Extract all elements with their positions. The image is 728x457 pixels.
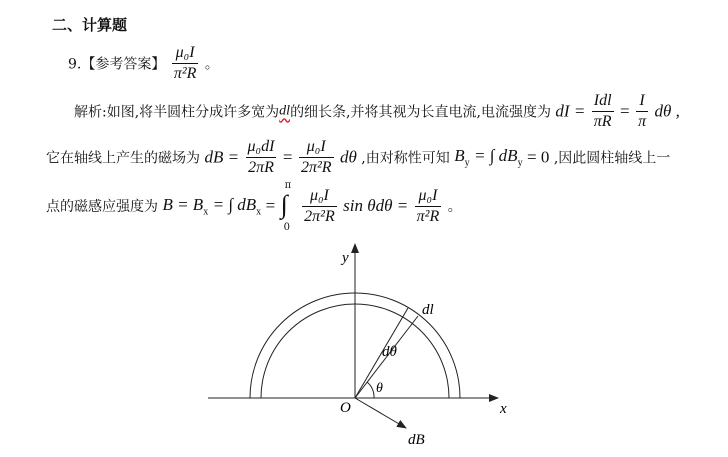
section-title: 二、计算题 <box>52 16 128 34</box>
label-dtheta: dθ <box>382 344 397 360</box>
answer-numerator: μ₀I <box>172 44 199 64</box>
line3-text: 点的磁感应强度为 <box>46 199 158 215</box>
line1-f1-den: πR <box>593 113 612 130</box>
line2-int-sub: y <box>517 157 523 169</box>
line2-text3: ,因此圆柱轴线上一 <box>553 150 671 167</box>
answer-end: 。 <box>204 56 219 73</box>
line2-by-base: B <box>454 146 465 166</box>
line2-f1-den: 2πR <box>248 159 274 176</box>
line3-f2-den: π²R <box>416 207 440 225</box>
line1-tail: dθ , <box>654 101 680 121</box>
label-y: y <box>342 250 349 266</box>
label-x: x <box>500 401 507 417</box>
line2-eq: = <box>282 147 293 167</box>
line1-f2-num: I <box>636 92 648 112</box>
line1-eq: = <box>620 101 630 121</box>
line2-f2-num: μ₀I <box>299 138 334 158</box>
line2-dtheta: dθ <box>339 147 357 167</box>
line3-upper-limit: π <box>284 180 292 191</box>
line2-text: 它在轴线上产生的磁场为 <box>46 150 200 167</box>
line2-int-base: = ∫ dB <box>474 146 518 166</box>
line2-zero: = 0 <box>527 147 550 167</box>
line3-int-sub: x <box>256 206 262 218</box>
dB-arrow <box>355 398 406 428</box>
label-theta: θ <box>376 381 383 396</box>
line2-by-sub: y <box>464 157 470 169</box>
line2-f2-den: 2π²R <box>300 159 332 176</box>
line3-lower-limit: 0 <box>283 222 291 233</box>
line3-lhs-sub: x <box>203 206 209 218</box>
line3-mid: sin θdθ = <box>343 196 409 215</box>
line3-f1-den: 2π²R <box>304 207 335 225</box>
line1-f1-num: Idl <box>592 92 614 112</box>
line2-text2: ,由对称性可知 <box>361 150 450 167</box>
line3-f2-num: μ₀I <box>415 187 442 207</box>
line1-text: 解析:如图,将半圆柱分成许多宽为 <box>74 104 280 121</box>
line3-lhs-base: B = B <box>162 194 204 214</box>
answer-label: 9.【参考答案】 <box>68 56 166 73</box>
label-origin: O <box>340 400 351 416</box>
label-dl: dl <box>422 302 434 318</box>
line1-f2-den: π <box>638 113 647 130</box>
line1-lhs: dI = <box>555 101 586 121</box>
line3-end: 。 <box>447 199 462 215</box>
line1-dl: dl <box>279 103 291 119</box>
line3-eq1: = <box>265 196 276 215</box>
line2-f1-num: μ₀dI <box>246 138 277 158</box>
line1-text2: 的细长条,并将其视为长直电流,电流强度为 <box>290 104 551 121</box>
label-dB: dB <box>408 432 425 448</box>
answer-denominator: π²R <box>173 65 197 82</box>
line2-lhs: dB = <box>204 147 240 167</box>
theta-arc <box>367 382 374 398</box>
integral-sign: ∫ <box>280 190 288 219</box>
line3-f1-num: μ₀I <box>302 187 337 207</box>
line3-int-base: = ∫ dB <box>212 194 257 214</box>
